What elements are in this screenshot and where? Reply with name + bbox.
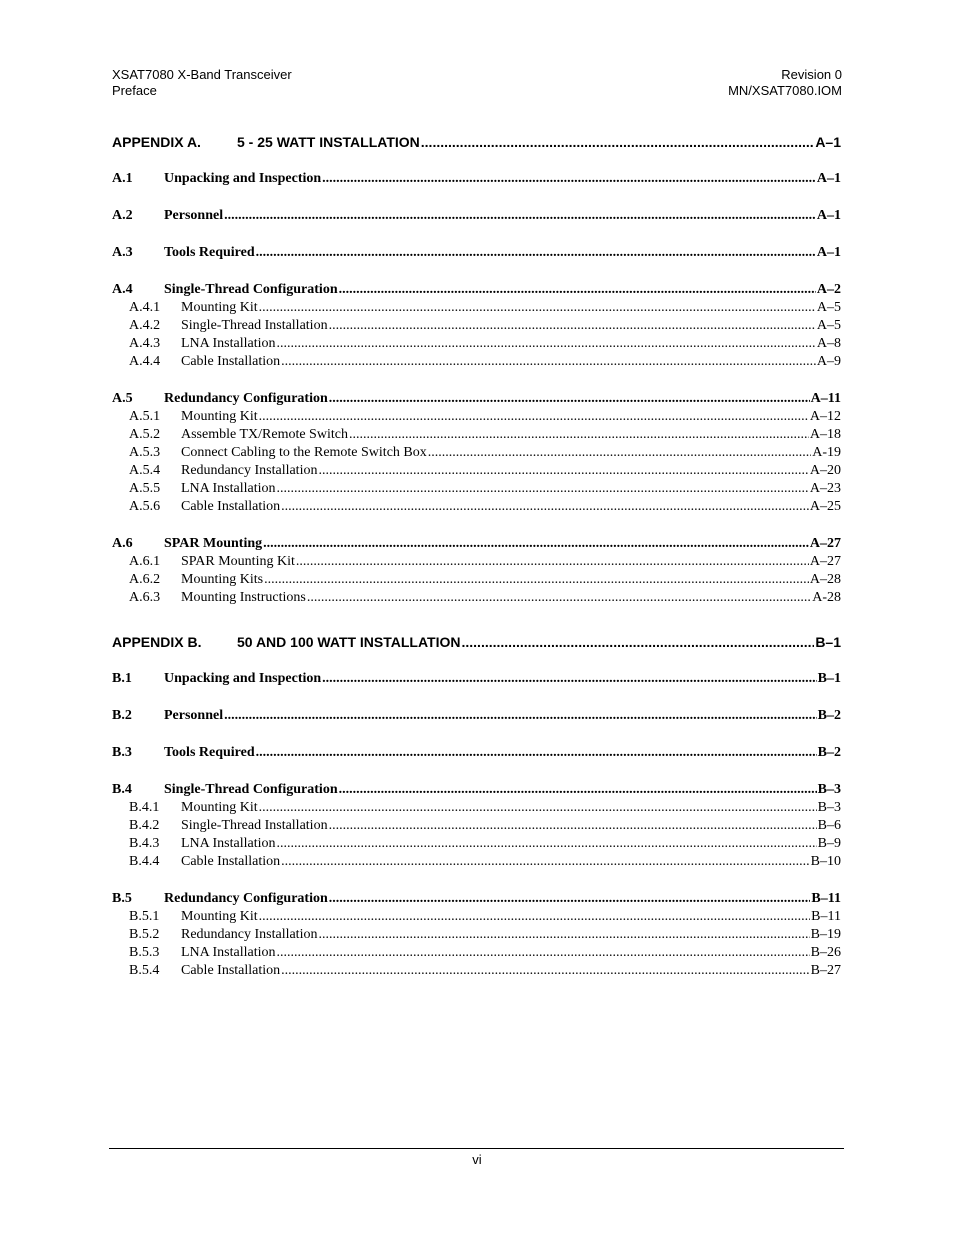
toc-section-page: A–11	[810, 391, 841, 406]
dot-leader	[421, 134, 815, 150]
toc-subsection[interactable]	[112, 945, 841, 963]
dot-leader	[428, 445, 811, 461]
toc-subsection[interactable]	[112, 572, 841, 590]
dot-leader	[224, 708, 817, 724]
toc-appendix-number: APPENDIX A.	[112, 134, 201, 150]
toc-subsection[interactable]	[112, 318, 841, 336]
spacer	[112, 872, 841, 891]
dot-leader	[259, 409, 809, 425]
toc-appendix-page: B–1	[815, 634, 841, 650]
footer-divider	[109, 1148, 844, 1149]
toc-section-page: A–1	[816, 245, 841, 260]
toc-subsection-title: Mounting Kit	[181, 409, 258, 424]
toc-section[interactable]	[112, 745, 841, 763]
toc-subsection-page: A–5	[816, 318, 841, 333]
toc-subsection-page: A–12	[809, 409, 841, 424]
dot-leader	[329, 891, 811, 907]
toc-subsection-page: A–28	[809, 572, 841, 587]
toc-subsection-page: A-28	[812, 590, 841, 605]
toc-subsection-title: SPAR Mounting Kit	[181, 554, 295, 569]
toc-subsection[interactable]	[112, 554, 841, 572]
toc-section[interactable]	[112, 171, 841, 189]
toc-subsection[interactable]	[112, 590, 841, 608]
toc-subsection-number: A.6.1	[129, 554, 161, 569]
toc-subsection-title: Mounting Kit	[181, 300, 258, 315]
toc-subsection-title: Mounting Kit	[181, 909, 258, 924]
toc-section-number: B.4	[112, 782, 132, 797]
footer-page-number: vi	[472, 1152, 482, 1167]
toc-section-page: B–2	[817, 708, 841, 723]
toc-section-number: A.1	[112, 171, 133, 186]
toc-subsection[interactable]	[112, 445, 841, 463]
dot-leader	[259, 300, 816, 316]
toc-subsection-number: A.4.3	[129, 336, 161, 351]
dot-leader	[259, 909, 811, 925]
toc-section-page: A–1	[816, 171, 841, 186]
dot-leader	[256, 745, 817, 761]
toc-subsection-number: A.4.2	[129, 318, 161, 333]
toc-section-page: B–2	[817, 745, 841, 760]
dot-leader	[264, 572, 809, 588]
toc-section[interactable]	[112, 891, 841, 909]
toc-section-number: B.5	[112, 891, 132, 906]
toc-subsection-page: A–27	[809, 554, 841, 569]
toc-subsection-page: B–3	[817, 800, 841, 815]
toc-subsection-title: Cable Installation	[181, 354, 281, 369]
dot-leader	[224, 208, 816, 224]
dot-leader	[339, 282, 816, 298]
dot-leader	[256, 245, 816, 261]
toc-subsection-title: Mounting Instructions	[181, 590, 306, 605]
dot-leader	[281, 963, 810, 979]
toc-section-title: SPAR Mounting	[164, 536, 263, 551]
dot-leader	[322, 671, 816, 687]
dot-leader	[277, 336, 816, 352]
toc-subsection[interactable]	[112, 909, 841, 927]
toc-subsection-page: A–5	[816, 300, 841, 315]
toc-appendix-page: A–1	[815, 134, 841, 150]
toc-subsection-title: Mounting Kit	[181, 800, 258, 815]
toc-subsection-title: Redundancy Installation	[181, 927, 318, 942]
toc-subsection[interactable]	[112, 354, 841, 372]
dot-leader	[281, 854, 810, 870]
toc-section-page: A–27	[809, 536, 841, 551]
dot-leader	[349, 427, 809, 443]
spacer	[112, 263, 841, 282]
toc-subsection-page: A–18	[809, 427, 841, 442]
dot-leader	[318, 927, 809, 943]
toc-appendix[interactable]	[112, 634, 841, 654]
toc-subsection[interactable]	[112, 963, 841, 981]
spacer	[112, 189, 841, 208]
toc-section-page: B–3	[817, 782, 841, 797]
toc-subsection-number: B.4.3	[129, 836, 160, 851]
toc-subsection-number: A.5.5	[129, 481, 161, 496]
toc-section-page: A–1	[816, 208, 841, 223]
dot-leader	[307, 590, 811, 606]
toc-subsection[interactable]	[112, 800, 841, 818]
toc-subsection[interactable]	[112, 818, 841, 836]
toc-section-number: A.3	[112, 245, 133, 260]
spacer	[112, 689, 841, 708]
toc-subsection[interactable]	[112, 499, 841, 517]
toc-subsection-title: Cable Installation	[181, 963, 281, 978]
toc-section[interactable]	[112, 282, 841, 300]
toc-section-number: A.6	[112, 536, 133, 551]
spacer	[112, 517, 841, 536]
toc-subsection-title: Cable Installation	[181, 499, 281, 514]
toc-section-title: Unpacking and Inspection	[164, 671, 322, 686]
toc-subsection-page: A–8	[816, 336, 841, 351]
spacer	[112, 763, 841, 782]
section-name: Preface	[112, 83, 157, 98]
toc-subsection-page: A-19	[812, 445, 841, 460]
toc-subsection-title: Redundancy Installation	[181, 463, 318, 478]
toc-subsection-page: B–26	[810, 945, 841, 960]
toc-appendix-title: 5 - 25 WATT INSTALLATION	[237, 134, 420, 150]
toc-subsection-title: Single-Thread Installation	[181, 818, 328, 833]
dot-leader	[322, 171, 816, 187]
toc-subsection-number: B.4.2	[129, 818, 160, 833]
toc-subsection-title: Single-Thread Installation	[181, 318, 328, 333]
toc-section-title: Redundancy Configuration	[164, 891, 328, 906]
toc-subsection[interactable]	[112, 927, 841, 945]
spacer	[112, 154, 841, 171]
toc-subsection-page: B–11	[811, 909, 841, 924]
toc-section-number: B.2	[112, 708, 132, 723]
toc-subsection[interactable]	[112, 336, 841, 354]
dot-leader	[281, 354, 816, 370]
spacer	[112, 372, 841, 391]
toc-section-title: Tools Required	[164, 245, 255, 260]
toc-subsection-title: Mounting Kits	[181, 572, 264, 587]
toc-subsection-number: A.4.4	[129, 354, 161, 369]
dot-leader	[296, 554, 809, 570]
dot-leader	[281, 499, 809, 515]
dot-leader	[329, 318, 816, 334]
toc-section-number: A.5	[112, 391, 133, 406]
toc-section-title: Single-Thread Configuration	[164, 782, 338, 797]
toc-subsection-title: LNA Installation	[181, 336, 276, 351]
toc-subsection-number: A.5.1	[129, 409, 161, 424]
toc-subsection-page: B–9	[817, 836, 841, 851]
table-of-contents	[112, 134, 841, 981]
toc-subsection-page: A–23	[809, 481, 841, 496]
spacer	[112, 654, 841, 671]
toc-subsection-number: A.4.1	[129, 300, 161, 315]
toc-subsection-number: A.6.2	[129, 572, 161, 587]
toc-section-title: Tools Required	[164, 745, 255, 760]
toc-section[interactable]	[112, 208, 841, 226]
spacer	[112, 608, 841, 634]
toc-section-title: Personnel	[164, 208, 224, 223]
header-left	[112, 67, 292, 99]
page-header	[112, 67, 842, 101]
toc-subsection[interactable]	[112, 463, 841, 481]
toc-subsection-number: B.5.1	[129, 909, 160, 924]
document-number: MN/XSAT7080.IOM	[728, 83, 842, 98]
toc-section-page: B–1	[817, 671, 841, 686]
toc-subsection-page: A–20	[809, 463, 841, 478]
toc-section[interactable]	[112, 536, 841, 554]
dot-leader	[318, 463, 808, 479]
dot-leader	[277, 836, 817, 852]
toc-section[interactable]	[112, 708, 841, 726]
toc-section-title: Personnel	[164, 708, 224, 723]
toc-subsection-title: Assemble TX/Remote Switch	[181, 427, 348, 442]
toc-subsection-title: LNA Installation	[181, 945, 276, 960]
toc-subsection-number: B.4.4	[129, 854, 160, 869]
toc-subsection[interactable]	[112, 854, 841, 872]
revision-label: Revision 0	[781, 67, 842, 82]
toc-subsection-page: B–19	[810, 927, 841, 942]
toc-subsection-number: B.5.4	[129, 963, 160, 978]
toc-subsection-page: A–25	[809, 499, 841, 514]
toc-subsection-number: A.5.4	[129, 463, 161, 478]
toc-subsection-number: A.5.6	[129, 499, 161, 514]
document-title: XSAT7080 X-Band Transceiver	[112, 67, 292, 82]
toc-subsection-number: B.5.2	[129, 927, 160, 942]
dot-leader	[263, 536, 809, 552]
toc-appendix-title: 50 AND 100 WATT INSTALLATION	[237, 634, 461, 650]
toc-section-title: Unpacking and Inspection	[164, 171, 322, 186]
toc-subsection-page: B–6	[817, 818, 841, 833]
toc-subsection-page: B–27	[810, 963, 841, 978]
toc-section-number: B.3	[112, 745, 132, 760]
toc-subsection-title: LNA Installation	[181, 836, 276, 851]
dot-leader	[339, 782, 817, 798]
toc-subsection-number: A.5.3	[129, 445, 161, 460]
toc-section[interactable]	[112, 671, 841, 689]
toc-section[interactable]	[112, 245, 841, 263]
toc-subsection-number: A.6.3	[129, 590, 161, 605]
toc-subsection[interactable]	[112, 836, 841, 854]
toc-section[interactable]	[112, 782, 841, 800]
toc-subsection[interactable]	[112, 300, 841, 318]
toc-section-title: Single-Thread Configuration	[164, 282, 338, 297]
toc-section-title: Redundancy Configuration	[164, 391, 328, 406]
toc-section[interactable]	[112, 391, 841, 409]
toc-section-number: A.4	[112, 282, 133, 297]
toc-subsection-title: Cable Installation	[181, 854, 281, 869]
toc-subsection[interactable]	[112, 409, 841, 427]
dot-leader	[277, 945, 810, 961]
toc-section-number: B.1	[112, 671, 132, 686]
toc-subsection[interactable]	[112, 427, 841, 445]
toc-subsection-number: B.5.3	[129, 945, 160, 960]
toc-subsection-title: Connect Cabling to the Remote Switch Box	[181, 445, 427, 460]
toc-subsection-number: A.5.2	[129, 427, 161, 442]
toc-subsection-title: LNA Installation	[181, 481, 276, 496]
header-right	[728, 67, 842, 99]
spacer	[112, 226, 841, 245]
toc-subsection-page: A–9	[816, 354, 841, 369]
toc-subsection-page: B–10	[810, 854, 841, 869]
toc-appendix-number: APPENDIX B.	[112, 634, 202, 650]
spacer	[112, 726, 841, 745]
toc-appendix[interactable]	[112, 134, 841, 154]
toc-subsection-number: B.4.1	[129, 800, 160, 815]
dot-leader	[329, 391, 810, 407]
toc-section-number: A.2	[112, 208, 133, 223]
dot-leader	[259, 800, 817, 816]
dot-leader	[462, 634, 815, 650]
toc-subsection[interactable]	[112, 481, 841, 499]
dot-leader	[329, 818, 817, 834]
toc-section-page: B–11	[811, 891, 841, 906]
toc-section-page: A–2	[816, 282, 841, 297]
dot-leader	[277, 481, 809, 497]
